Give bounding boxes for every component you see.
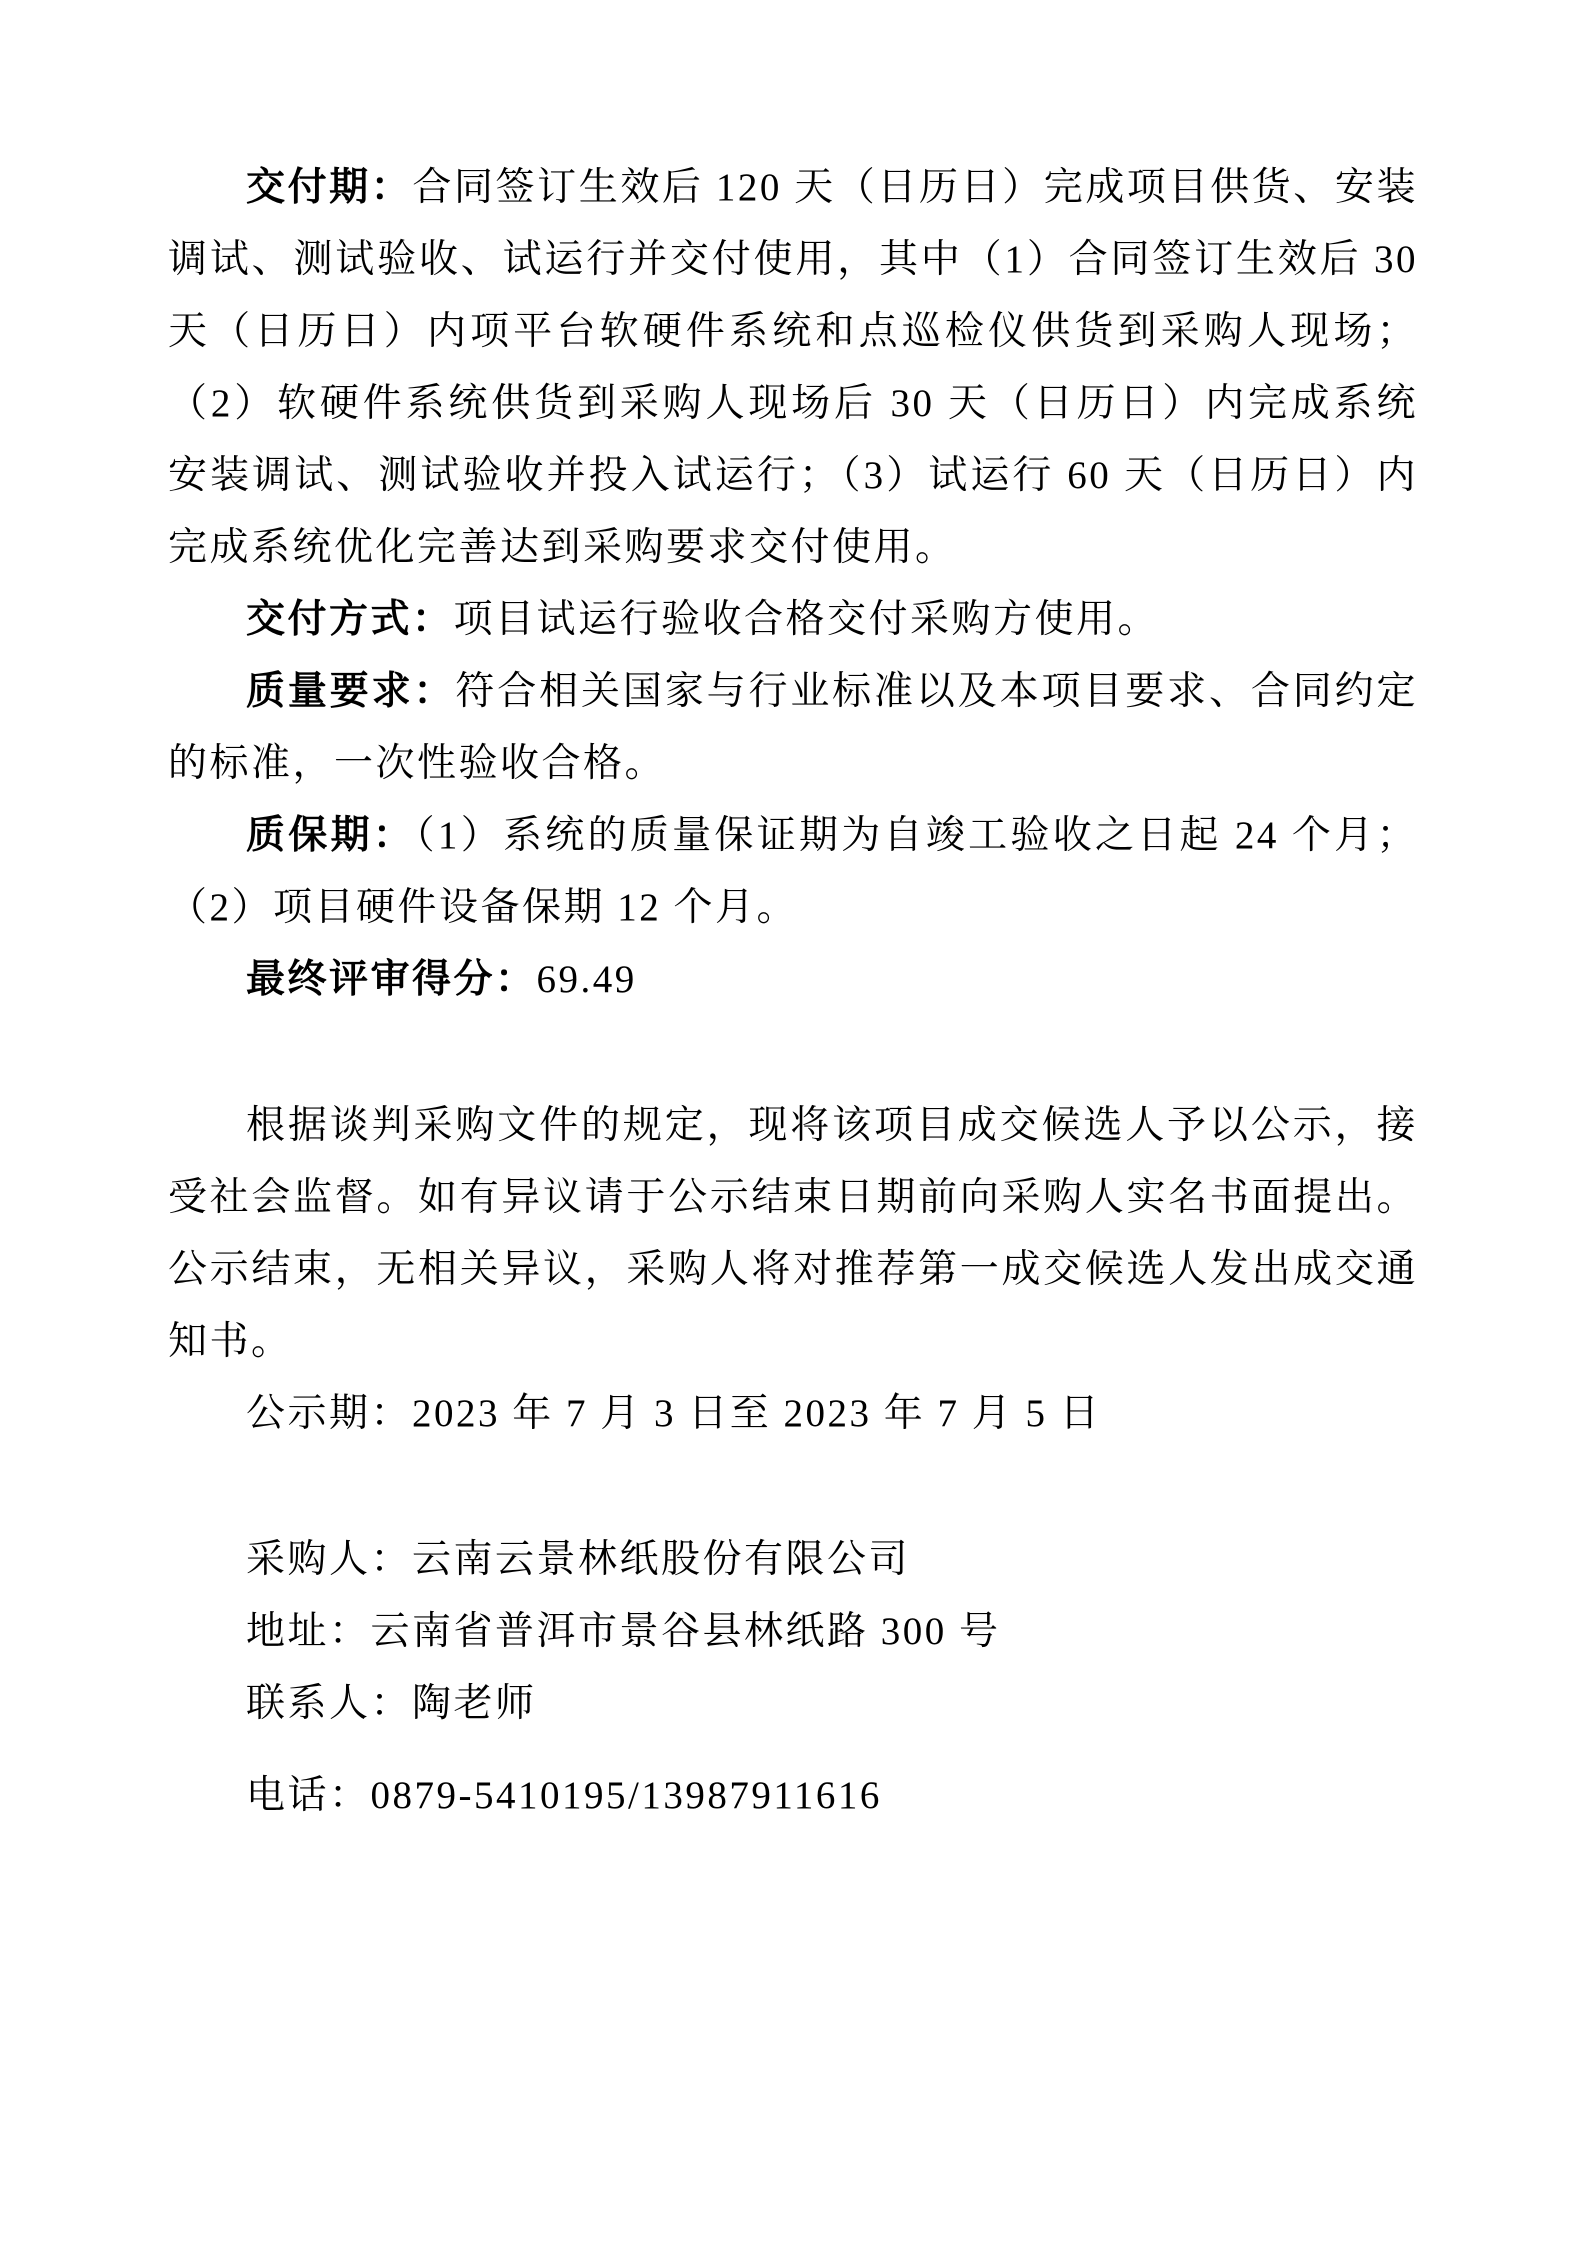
delivery-method-text: 项目试运行验收合格交付采购方使用。 (453, 598, 1160, 641)
phone-number: 0879-5410195/13987911616 (370, 1774, 882, 1817)
announcement-document (168, 152, 1418, 1832)
publicity-period-paragraph (168, 1378, 1418, 1450)
contact-person-label: 联系人： (246, 1682, 413, 1725)
address-text: 云南省普洱市景谷县林纸路 300 号 (370, 1610, 1001, 1653)
quality-requirements-paragraph (168, 656, 1418, 800)
publicity-notice-text: 根据谈判采购文件的规定，现将该项目成交候选人予以公示，接受社会监督。如有异议请于公示结束日期前向采购人实名书面提出。公示结束，无相关异议，采购人将对推荐第一成交候选人发出成交通知书。 (168, 1104, 1418, 1363)
phone-label: 电话： (246, 1774, 371, 1817)
final-score-value: 69.49 (536, 958, 637, 1001)
quality-requirements-label: 质量要求： (246, 670, 456, 713)
warranty-period-label: 质保期： (246, 814, 416, 857)
delivery-period-paragraph (168, 152, 1418, 584)
contact-person-paragraph (168, 1668, 1418, 1740)
purchaser-label: 采购人： (246, 1538, 413, 1581)
final-score-paragraph (168, 944, 1418, 1016)
delivery-method-label: 交付方式： (246, 598, 454, 641)
contact-person-name: 陶老师 (412, 1682, 537, 1725)
delivery-period-label: 交付期： (246, 166, 413, 209)
publicity-period-label: 公示期： (246, 1392, 413, 1435)
phone-paragraph (168, 1760, 1418, 1832)
address-label: 地址： (246, 1610, 371, 1653)
warranty-period-paragraph (168, 800, 1418, 944)
final-score-label: 最终评审得分： (246, 958, 537, 1001)
warranty-period-text: （1）系统的质量保证期为自竣工验收之日起 24 个月；（2）项目硬件设备保期 12 个月。 (168, 814, 1418, 929)
delivery-period-text: 合同签订生效后 120 天（日历日）完成项目供货、安装调试、测试验收、试运行并交付使用，其中（1）合同签订生效后 30 天（日历日）内项平台软硬件系统和点巡检仪供货到采购人现场；（2）软硬件系统供货到采购人现场后 30 天（日历日）内完成系统安装调试、测试验收并投入试运行；（3）试运行 60 天（日历日）内完成系统优化完善达到采购要求交付使用。 (168, 166, 1418, 569)
delivery-method-paragraph (168, 584, 1418, 656)
address-paragraph (168, 1596, 1418, 1668)
publicity-notice-paragraph (168, 1090, 1418, 1378)
quality-requirements-text: 符合相关国家与行业标准以及本项目要求、合同约定的标准，一次性验收合格。 (168, 670, 1418, 785)
purchaser-paragraph (168, 1524, 1418, 1596)
publicity-period-text: 2023 年 7 月 3 日至 2023 年 7 月 5 日 (412, 1392, 1102, 1435)
purchaser-name: 云南云景林纸股份有限公司 (412, 1538, 911, 1581)
